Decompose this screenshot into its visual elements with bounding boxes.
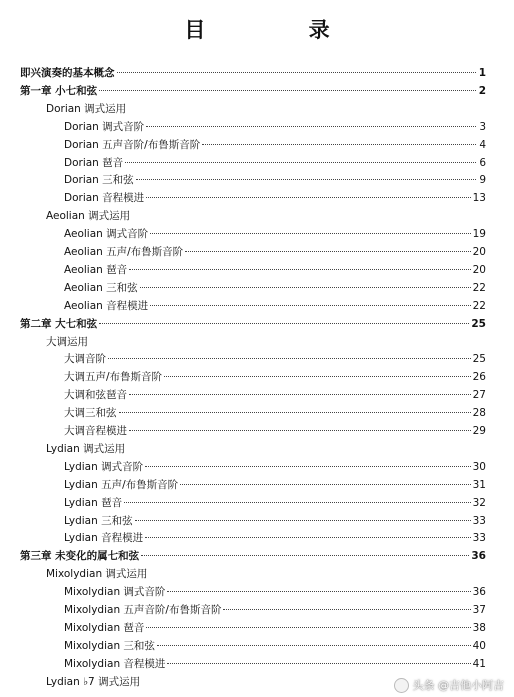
toc-chapter-entry: [20, 547, 486, 565]
toc-dot-leader: [145, 465, 471, 467]
toc-dot-leader: [141, 554, 469, 556]
toc-subsection-entry: [64, 601, 486, 619]
toc-dot-leader: [146, 125, 476, 127]
toc-subsection-entry: [64, 422, 486, 440]
toc-entry-label: 即兴演奏的基本概念: [20, 67, 115, 79]
toc-entry-page-number: 3: [479, 120, 486, 133]
toc-entry-label: 大调运用: [46, 335, 88, 348]
toc-entry-label: Lydian 五声/布鲁斯音阶: [64, 478, 179, 491]
toc-dot-leader: [146, 196, 470, 198]
toc-entry-label: Dorian 音程模进: [64, 192, 145, 205]
toc-entry-page-number: 6: [479, 156, 486, 169]
toc-dot-leader: [119, 411, 471, 413]
toc-dot-leader: [180, 483, 470, 485]
toc-subsection-entry: [64, 583, 486, 601]
toc-dot-leader: [150, 232, 470, 234]
watermark: [394, 677, 505, 693]
toc-entry-page-number: 20: [472, 246, 486, 258]
toc-section-entry: [46, 100, 486, 118]
toc-chapter-entry: [20, 64, 486, 82]
toc-entry-label: Dorian 调式音阶: [64, 120, 145, 133]
toc-entry-page-number: 22: [472, 299, 486, 312]
toc-entry-label: Aeolian 调式音阶: [64, 228, 149, 241]
toc-entry-page-number: 25: [471, 317, 486, 330]
toc-dot-leader: [157, 644, 471, 646]
toc-chapter-entry: [20, 82, 486, 100]
toc-subsection-entry: [64, 655, 486, 673]
toc-entry-page-number: 9: [479, 174, 486, 187]
toc-dot-leader: [202, 143, 476, 145]
toc-entry-label: Lydian ♭7 调式运用: [46, 675, 141, 688]
toc-entry-label: Lydian 音程模进: [64, 532, 144, 545]
toc-entry-label: Lydian 三和弦: [64, 514, 133, 527]
toc-dot-leader: [136, 178, 476, 180]
toc-entry-label: 大调五声/布鲁斯音阶: [64, 371, 163, 384]
toc-entry-label: Lydian 琶音: [64, 496, 123, 509]
toc-entry-label: Dorian 调式运用: [46, 102, 127, 115]
toc-entry-label: Mixolydian 音程模进: [64, 657, 166, 670]
toc-entry-label: 第三章 未变化的属七和弦: [20, 550, 140, 563]
toc-dot-leader: [150, 304, 470, 306]
toc-subsection-entry: [64, 637, 486, 655]
toc-entry-page-number: 32: [472, 496, 486, 509]
toc-entry-page-number: 30: [472, 460, 486, 473]
page-title: 目 录: [184, 17, 378, 42]
toc-subsection-entry: [64, 458, 486, 476]
toc-entry-page-number: 36: [472, 586, 486, 599]
toc-subsection-entry: [64, 619, 486, 637]
toc-entry-label: Mixolydian 调式音阶: [64, 586, 166, 599]
toc-subsection-entry: [64, 118, 486, 136]
toc-subsection-entry: [64, 136, 486, 154]
toc-entry-label: Aeolian 调式运用: [46, 210, 131, 223]
toc-entry-page-number: 27: [472, 389, 486, 402]
toc-dot-leader: [99, 322, 469, 324]
toc-entry-page-number: 29: [472, 425, 486, 437]
watermark-logo-icon: [394, 678, 409, 693]
toc-subsection-entry: [64, 279, 486, 297]
toc-subsection-entry: [64, 494, 486, 512]
toc-entry-label: Mixolydian 琶音: [64, 621, 145, 634]
toc-entry-page-number: 40: [472, 639, 486, 652]
toc-subsection-entry: [64, 171, 486, 189]
toc-dot-leader: [129, 268, 470, 270]
toc-entry-page-number: 33: [472, 532, 486, 545]
toc-entry-label: Aeolian 三和弦: [64, 281, 138, 294]
toc-dot-leader: [185, 250, 470, 252]
toc-entry-page-number: 37: [472, 604, 486, 616]
toc-entry-label: Dorian 三和弦: [64, 174, 134, 187]
toc-entry-page-number: 2: [478, 84, 486, 97]
toc-entry-page-number: 28: [472, 407, 486, 420]
toc-dot-leader: [117, 71, 477, 73]
toc-entry-label: Aeolian 音程模进: [64, 299, 149, 312]
toc-entry-label: 大调和弦琶音: [64, 389, 127, 402]
toc-entry-label: Aeolian 五声/布鲁斯音阶: [64, 246, 184, 258]
toc-dot-leader: [125, 161, 476, 163]
toc-dot-leader: [129, 429, 471, 431]
toc-subsection-entry: [64, 476, 486, 494]
toc-chapter-entry: [20, 315, 486, 333]
toc-dot-leader: [135, 519, 471, 521]
toc-dot-leader: [167, 662, 470, 664]
toc-subsection-entry: [64, 512, 486, 530]
toc-entry-label: 第一章 小七和弦: [20, 84, 98, 97]
toc-dot-leader: [146, 626, 470, 628]
toc-entry-label: Lydian 调式运用: [46, 442, 126, 455]
watermark-text: 头条 @吉他小阿吉: [412, 679, 504, 692]
toc-entry-label: Lydian 调式音阶: [64, 460, 144, 473]
toc-entry-label: 大调音阶: [64, 353, 106, 366]
toc-entry-page-number: 1: [478, 67, 486, 79]
toc-dot-leader: [129, 393, 471, 395]
toc-entry-page-number: 38: [472, 621, 486, 634]
toc-entry-page-number: 26: [472, 371, 486, 384]
toc-subsection-entry: [64, 386, 486, 404]
toc-subsection-entry: [64, 154, 486, 172]
toc-subsection-entry: [64, 243, 486, 261]
toc-subsection-entry: [64, 404, 486, 422]
toc-entry-label: Dorian 五声音阶/布鲁斯音阶: [64, 138, 201, 151]
toc-section-entry: [46, 565, 486, 583]
toc-section-entry: [46, 333, 486, 351]
toc-entry-page-number: 19: [472, 228, 486, 241]
toc-section-entry: [46, 207, 486, 225]
toc-subsection-entry: [64, 225, 486, 243]
toc-subsection-entry: [64, 297, 486, 315]
toc-subsection-entry: [64, 261, 486, 279]
toc-entry-page-number: 25: [472, 353, 486, 366]
toc-entry-page-number: 20: [472, 263, 486, 276]
toc-entry-label: Mixolydian 调式运用: [46, 568, 148, 581]
toc-entry-label: 第二章 大七和弦: [20, 317, 98, 330]
toc-entry-label: 大调音程模进: [64, 425, 127, 437]
toc-entry-page-number: 22: [472, 281, 486, 294]
toc-entry-page-number: 33: [472, 514, 486, 527]
toc-dot-leader: [124, 501, 471, 503]
toc-entry-page-number: 31: [472, 478, 486, 491]
toc-subsection-entry: [64, 368, 486, 386]
toc-section-entry: [46, 440, 486, 458]
toc-entry-label: Dorian 琶音: [64, 156, 124, 169]
toc-dot-leader: [167, 590, 470, 592]
toc-entry-label: Mixolydian 五声音阶/布鲁斯音阶: [64, 604, 222, 616]
toc-entry-page-number: 4: [479, 138, 486, 151]
toc-dot-leader: [99, 89, 476, 91]
toc-subsection-entry: [64, 529, 486, 547]
toc-subsection-entry: [64, 350, 486, 368]
toc-dot-leader: [140, 286, 471, 288]
toc-dot-leader: [145, 536, 471, 538]
toc-entry-label: Aeolian 琶音: [64, 263, 128, 276]
toc-subsection-entry: [64, 189, 486, 207]
toc-dot-leader: [223, 608, 470, 610]
toc-dot-leader: [164, 375, 471, 377]
toc-dot-leader: [108, 357, 471, 359]
toc-entry-page-number: 36: [471, 550, 486, 563]
toc-entry-label: Mixolydian 三和弦: [64, 639, 155, 652]
toc-entry-page-number: 13: [472, 192, 486, 205]
toc-entry-page-number: 41: [472, 657, 486, 670]
toc-entry-label: 大调三和弦: [64, 407, 117, 420]
